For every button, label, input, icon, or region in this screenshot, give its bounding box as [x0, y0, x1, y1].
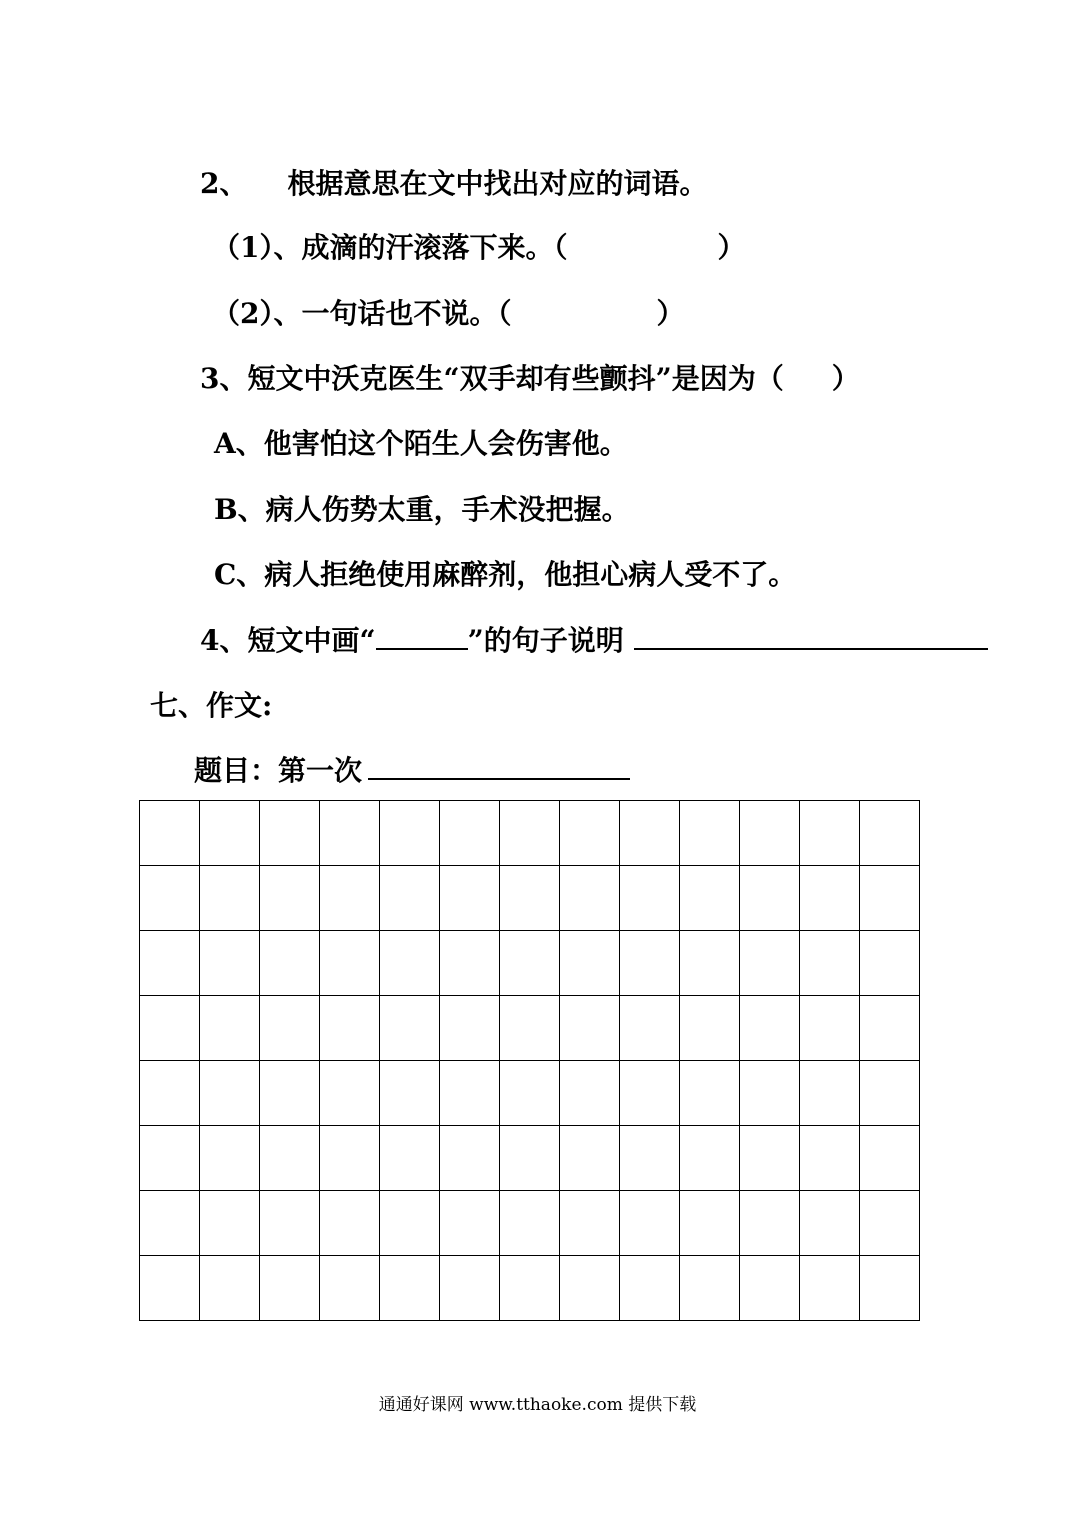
grid-cell[interactable]: [860, 801, 920, 866]
grid-cell[interactable]: [320, 866, 380, 931]
q2-item-2: [212, 296, 685, 332]
grid-cell[interactable]: [320, 996, 380, 1061]
grid-row: [140, 1061, 920, 1126]
q4-prefix: 4、短文中画“: [200, 624, 376, 657]
grid-cell[interactable]: [380, 931, 440, 996]
grid-cell[interactable]: [500, 1126, 560, 1191]
grid-cell[interactable]: [800, 866, 860, 931]
grid-cell[interactable]: [620, 801, 680, 866]
grid-cell[interactable]: [500, 801, 560, 866]
grid-cell[interactable]: [680, 996, 740, 1061]
grid-cell[interactable]: [440, 1126, 500, 1191]
grid-cell[interactable]: [740, 1126, 800, 1191]
grid-cell[interactable]: [560, 931, 620, 996]
grid-cell[interactable]: [260, 931, 320, 996]
q2-text: 根据意思在文中找出对应的词语。: [287, 167, 708, 200]
grid-cell[interactable]: [260, 866, 320, 931]
grid-cell[interactable]: [380, 1191, 440, 1256]
q3-option-b: B、病人伤势太重，手术没把握。: [214, 493, 630, 526]
q3-option-c: C、病人拒绝使用麻醉剂，他担心病人受不了。: [214, 558, 797, 591]
section7-heading: 七、作文:: [150, 689, 273, 722]
grid-cell[interactable]: [740, 996, 800, 1061]
grid-cell[interactable]: [800, 1061, 860, 1126]
grid-cell[interactable]: [680, 1061, 740, 1126]
grid-row: [140, 996, 920, 1061]
q3-line: [200, 361, 860, 397]
essay-title-label: 题目：第一次: [194, 754, 363, 787]
grid-cell[interactable]: [620, 1126, 680, 1191]
q2-item-1-text: （1）、成滴的汗滚落下来。（: [212, 231, 568, 264]
grid-cell[interactable]: [740, 1256, 800, 1321]
grid-cell[interactable]: [800, 801, 860, 866]
grid-cell[interactable]: [140, 1061, 200, 1126]
grid-cell[interactable]: [860, 1126, 920, 1191]
q4-line: [200, 622, 988, 658]
grid-cell[interactable]: [320, 1061, 380, 1126]
grid-cell[interactable]: [860, 1191, 920, 1256]
grid-cell[interactable]: [680, 1191, 740, 1256]
grid-cell[interactable]: [740, 801, 800, 866]
grid-cell[interactable]: [260, 1126, 320, 1191]
grid-cell[interactable]: [560, 996, 620, 1061]
essay-title-answer-line[interactable]: [368, 752, 630, 780]
grid-cell[interactable]: [380, 1256, 440, 1321]
grid-cell[interactable]: [860, 866, 920, 931]
grid-cell[interactable]: [440, 996, 500, 1061]
q2-line: [200, 166, 708, 202]
grid-cell[interactable]: [560, 1191, 620, 1256]
q4-suffix: ”的句子说明: [467, 624, 624, 657]
grid-cell[interactable]: [860, 996, 920, 1061]
q2-item-2-close: ）: [656, 297, 685, 330]
essay-title-line: [194, 752, 630, 788]
grid-cell[interactable]: [500, 1061, 560, 1126]
grid-row: [140, 1191, 920, 1256]
grid-cell[interactable]: [440, 1256, 500, 1321]
grid-cell[interactable]: [260, 1256, 320, 1321]
grid-cell[interactable]: [380, 866, 440, 931]
grid-cell[interactable]: [560, 1061, 620, 1126]
q2-item-2-text: （2）、一句话也不说。（: [212, 297, 512, 330]
grid-cell[interactable]: [260, 1061, 320, 1126]
grid-cell[interactable]: [140, 1191, 200, 1256]
grid-cell[interactable]: [440, 1191, 500, 1256]
q3-text: 3、短文中沃克医生“双手却有些颤抖”是因为（: [200, 362, 784, 395]
grid-cell[interactable]: [200, 996, 260, 1061]
grid-cell[interactable]: [620, 866, 680, 931]
grid-cell[interactable]: [320, 1256, 380, 1321]
grid-cell[interactable]: [500, 1191, 560, 1256]
grid-cell[interactable]: [680, 866, 740, 931]
grid-cell[interactable]: [800, 1256, 860, 1321]
grid-cell[interactable]: [620, 1191, 680, 1256]
footer-text: 通通好课网 www.tthaoke.com 提供下载: [378, 1395, 697, 1415]
grid-cell[interactable]: [560, 1256, 620, 1321]
grid-cell[interactable]: [260, 1191, 320, 1256]
grid-cell[interactable]: [500, 996, 560, 1061]
grid-cell[interactable]: [560, 866, 620, 931]
grid-cell[interactable]: [500, 1256, 560, 1321]
grid-cell[interactable]: [740, 1191, 800, 1256]
grid-cell[interactable]: [140, 1126, 200, 1191]
q3-option-a: A、他害怕这个陌生人会伤害他。: [214, 427, 628, 460]
q2-item-1-close: ）: [717, 231, 746, 264]
grid-cell[interactable]: [800, 1126, 860, 1191]
grid-row: [140, 1126, 920, 1191]
grid-cell[interactable]: [380, 1061, 440, 1126]
grid-row: [140, 1256, 920, 1321]
grid-cell[interactable]: [140, 866, 200, 931]
grid-cell[interactable]: [680, 801, 740, 866]
grid-cell[interactable]: [320, 1126, 380, 1191]
grid-cell[interactable]: [440, 801, 500, 866]
grid-cell[interactable]: [500, 866, 560, 931]
grid-cell[interactable]: [500, 931, 560, 996]
q3-close: ）: [831, 362, 860, 395]
grid-cell[interactable]: [200, 1061, 260, 1126]
q2-number: 2、: [200, 167, 248, 200]
grid-cell[interactable]: [680, 1126, 740, 1191]
grid-cell[interactable]: [260, 996, 320, 1061]
grid-cell[interactable]: [140, 931, 200, 996]
grid-cell[interactable]: [440, 931, 500, 996]
grid-cell[interactable]: [800, 931, 860, 996]
grid-cell[interactable]: [200, 1256, 260, 1321]
grid-cell[interactable]: [140, 1256, 200, 1321]
grid-row: [140, 801, 920, 866]
q2-item-1: [212, 230, 746, 266]
grid-cell[interactable]: [620, 931, 680, 996]
q4-answer-line[interactable]: [634, 622, 988, 650]
grid-cell[interactable]: [560, 1126, 620, 1191]
grid-cell[interactable]: [320, 931, 380, 996]
grid-cell[interactable]: [680, 1256, 740, 1321]
grid-cell[interactable]: [200, 1191, 260, 1256]
grid-cell[interactable]: [200, 931, 260, 996]
grid-cell[interactable]: [860, 1061, 920, 1126]
grid-cell[interactable]: [140, 801, 200, 866]
grid-cell[interactable]: [860, 931, 920, 996]
grid-cell[interactable]: [260, 801, 320, 866]
grid-cell[interactable]: [560, 801, 620, 866]
underline-sample: [376, 622, 468, 650]
grid-cell[interactable]: [680, 931, 740, 996]
grid-cell[interactable]: [380, 1126, 440, 1191]
grid-cell[interactable]: [740, 866, 800, 931]
grid-cell[interactable]: [800, 996, 860, 1061]
grid-cell[interactable]: [380, 996, 440, 1061]
grid-cell[interactable]: [320, 1191, 380, 1256]
grid-cell[interactable]: [740, 931, 800, 996]
grid-cell[interactable]: [320, 801, 380, 866]
grid-cell[interactable]: [440, 866, 500, 931]
grid-cell[interactable]: [440, 1061, 500, 1126]
grid-cell[interactable]: [620, 1256, 680, 1321]
grid-cell[interactable]: [140, 996, 200, 1061]
grid-row: [140, 931, 920, 996]
grid-cell[interactable]: [620, 1061, 680, 1126]
composition-grid: [139, 800, 920, 1321]
grid-cell[interactable]: [380, 801, 440, 866]
grid-cell[interactable]: [200, 1126, 260, 1191]
grid-cell[interactable]: [200, 866, 260, 931]
grid-cell[interactable]: [200, 801, 260, 866]
grid-row: [140, 866, 920, 931]
grid-cell[interactable]: [620, 996, 680, 1061]
grid-cell[interactable]: [800, 1191, 860, 1256]
grid-cell[interactable]: [740, 1061, 800, 1126]
grid-cell[interactable]: [860, 1256, 920, 1321]
